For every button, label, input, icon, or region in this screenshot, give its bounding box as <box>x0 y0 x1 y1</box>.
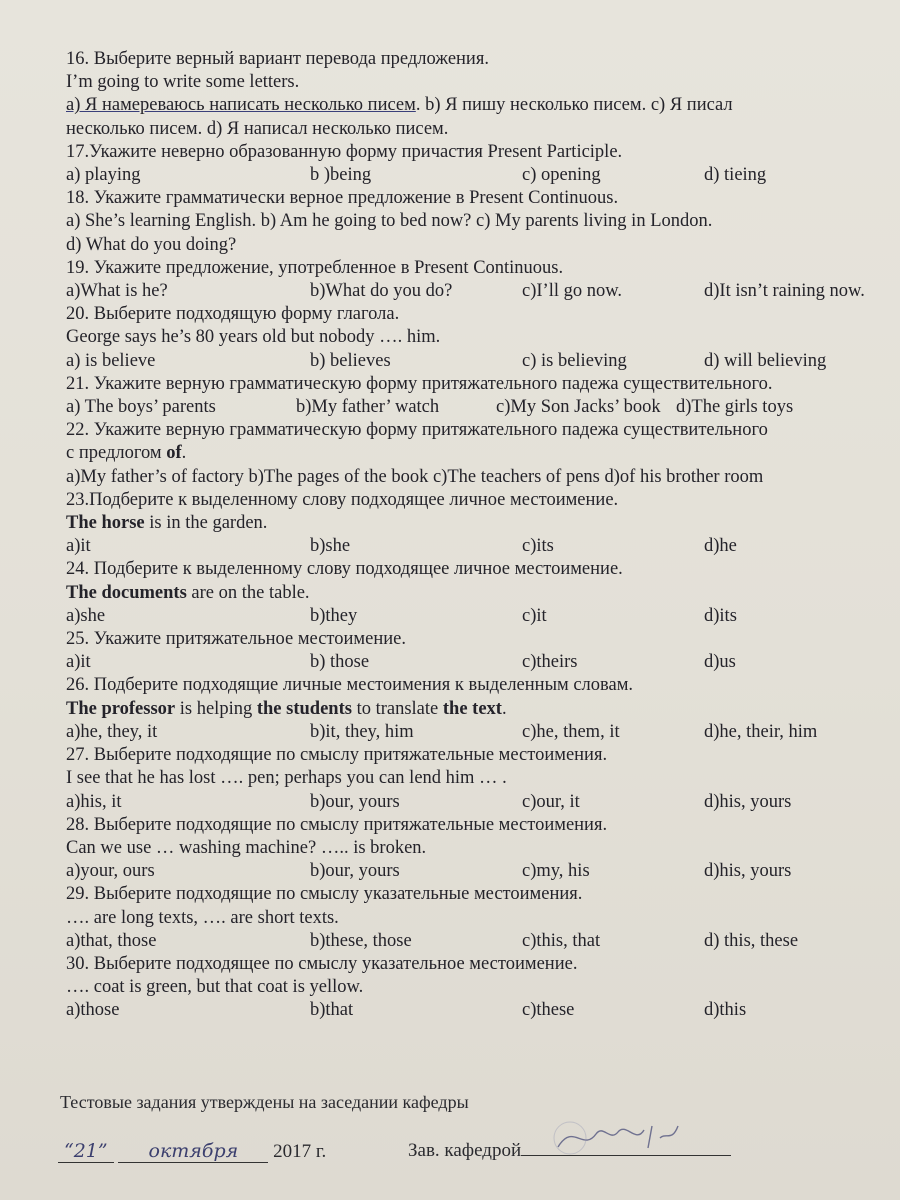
q18-title: 18. Укажите грамматически верное предложение в Present Continuous. <box>66 188 619 209</box>
q29-title: 29. Выберите подходящие по смыслу указательные местоимения. <box>66 884 583 905</box>
q22-title-line2 <box>66 442 886 465</box>
q26-option-c: c)he, them, it <box>522 721 620 742</box>
q21-option-a: a) The boys’ parents <box>66 397 216 418</box>
q20-option-c: c) is believing <box>522 350 627 371</box>
q20-option-a: a) is believe <box>66 350 156 371</box>
q22-title2: с предлогом <box>66 443 167 464</box>
q25-options <box>66 651 886 674</box>
q21-option-d: d)The girls toys <box>676 397 794 418</box>
q28-options <box>66 860 886 883</box>
q26-highlight-3: the text <box>442 698 502 719</box>
q27-option-d: d)his, yours <box>704 791 792 812</box>
q17-option-d: d) tieing <box>704 165 767 186</box>
q21-option-b: b)My father’ watch <box>296 397 440 418</box>
q29-option-c: c)this, that <box>522 930 601 951</box>
q26-highlight-2: the students <box>256 698 352 719</box>
q24-highlighted-word: The documents <box>66 582 187 603</box>
q23-sentence-rest: is in the garden. <box>144 513 268 534</box>
q17-option-a: a) playing <box>66 165 141 186</box>
q30-sentence: …. coat is green, but that coat is yellow. <box>66 977 364 998</box>
q26-end: . <box>501 698 507 719</box>
q26-option-b: b)it, they, him <box>310 721 414 742</box>
q18-options-line1: a) She’s learning English. b) Am he going to bed now? c) My parents living in London. <box>66 211 713 232</box>
date-month: октября <box>118 1140 268 1163</box>
q17-options <box>66 164 886 187</box>
q16-underlined-answer: a) Я намереваюсь написать несколько писем <box>66 95 416 116</box>
q30-title: 30. Выберите подходящее по смыслу указательное местоимение. <box>66 953 578 974</box>
q19-options <box>66 280 886 303</box>
q22-title2-bold: of <box>166 443 182 464</box>
q25-option-a: a)it <box>66 652 91 673</box>
q24-option-a: a)she <box>66 605 106 626</box>
q23-option-c: c)its <box>522 536 554 557</box>
q27-option-c: c)our, it <box>522 791 580 812</box>
q21-title: 21. Укажите верную грамматическую форму притяжательного падежа существительного. <box>66 373 773 394</box>
q23-sentence <box>66 512 886 535</box>
q20-option-b: b) believes <box>310 350 391 371</box>
q27-sentence: I see that he has lost …. pen; perhaps you can lend him … . <box>66 768 507 789</box>
date-year: 2017 г. <box>273 1141 327 1162</box>
q18-options-line2: d) What do you doing? <box>66 234 237 255</box>
q19-title: 19. Укажите предложение, употребленное в Present Continuous. <box>66 257 564 278</box>
q29-option-d: d) this, these <box>704 930 799 951</box>
q28-title: 28. Выберите подходящие по смыслу притяжательные местоимения. <box>66 814 608 835</box>
q21-option-c: c)My Son Jacks’ book <box>496 397 661 418</box>
q16-title: 16. Выберите верный вариант перевода предложения. <box>66 49 489 69</box>
q26-title: 26. Подберите подходящие личные местоимения к выделенным словам. <box>66 675 634 696</box>
q30-option-d: d)this <box>704 1000 747 1021</box>
q17-title: 17.Укажите неверно образованную форму причастия Present Participle. <box>66 141 623 162</box>
q29-sentence: …. are long texts, …. are short texts. <box>66 907 339 928</box>
q27-option-a: a)his, it <box>66 791 122 812</box>
q22-title2-end: . <box>181 443 187 464</box>
approval-date <box>58 1140 326 1163</box>
q19-option-b: b)What do you do? <box>310 281 453 302</box>
q24-option-c: c)it <box>522 605 547 626</box>
q26-option-d: d)he, their, him <box>704 721 818 742</box>
q24-option-b: b)they <box>310 605 358 626</box>
q29-option-a: a)that, those <box>66 930 157 951</box>
handwritten-signature-icon <box>548 1112 698 1162</box>
q26-sentence <box>66 698 886 721</box>
q26-mid-2: to translate <box>351 698 443 719</box>
q24-sentence-rest: are on the table. <box>186 582 310 603</box>
q30-option-b: b)that <box>310 1000 354 1021</box>
q27-option-b: b)our, yours <box>310 791 400 812</box>
q16-sentence: I’m going to write some letters. <box>66 72 300 93</box>
q22-title: 22. Укажите верную грамматическую форму притяжательного падежа существительного <box>66 420 768 441</box>
date-day: “21” <box>58 1140 114 1163</box>
q30-option-a: a)those <box>66 1000 120 1021</box>
q23-option-a: a)it <box>66 536 91 557</box>
q21-options <box>66 396 886 419</box>
q30-option-c: c)these <box>522 1000 575 1021</box>
q17-option-b: b )being <box>310 165 372 186</box>
q24-options <box>66 605 886 628</box>
q26-options <box>66 721 886 744</box>
q24-sentence <box>66 582 886 605</box>
q28-option-a: a)your, ours <box>66 861 155 882</box>
approval-note: Тестовые задания утверждены на заседании кафедры <box>60 1092 469 1112</box>
q28-option-c: c)my, his <box>522 861 590 882</box>
q25-title: 25. Укажите притяжательное местоимение. <box>66 629 406 650</box>
department-head-label: Зав. кафедрой <box>408 1140 522 1161</box>
q29-option-b: b)these, those <box>310 930 412 951</box>
date-day-value: 21 <box>73 1140 98 1162</box>
q29-options <box>66 930 886 953</box>
q19-option-c: c)I’ll go now. <box>522 281 623 302</box>
q22-options: a)My father’s of factory b)The pages of the book c)The teachers of pens d)of his brother room <box>66 466 764 487</box>
question-list <box>66 48 886 1023</box>
q16-answers-line1 <box>66 94 886 117</box>
q20-option-d: d) will believing <box>704 350 827 371</box>
q23-title: 23.Подберите к выделенному слову подходящее личное местоимение. <box>66 489 619 510</box>
q23-highlighted-word: The horse <box>66 513 145 534</box>
q16-answers-line2: несколько писем. d) Я написал несколько писем. <box>66 118 449 139</box>
q20-title: 20. Выберите подходящую форму глагола. <box>66 304 400 325</box>
q28-option-d: d)his, yours <box>704 861 792 882</box>
q25-option-b: b) those <box>310 652 370 673</box>
q24-title: 24. Подберите к выделенному слову подходящее личное местоимение. <box>66 559 623 580</box>
q30-options <box>66 999 886 1022</box>
q16-answers-rest: . b) Я пишу несколько писем. c) Я писал <box>415 95 733 116</box>
q23-option-b: b)she <box>310 536 351 557</box>
q20-options <box>66 350 886 373</box>
q23-options <box>66 535 886 558</box>
q27-options <box>66 791 886 814</box>
q28-option-b: b)our, yours <box>310 861 400 882</box>
q19-option-d: d)It isn’t raining now. <box>704 281 865 302</box>
q26-option-a: a)he, they, it <box>66 721 158 742</box>
q20-sentence: George says he’s 80 years old but nobody …. him. <box>66 327 441 348</box>
q25-option-d: d)us <box>704 652 736 673</box>
q27-title: 27. Выберите подходящие по смыслу притяжательные местоимения. <box>66 745 608 766</box>
q26-highlight-1: The professor <box>66 698 176 719</box>
q17-option-c: c) opening <box>522 165 601 186</box>
q24-option-d: d)its <box>704 605 737 626</box>
q26-mid-1: is helping <box>175 698 257 719</box>
q19-option-a: a)What is he? <box>66 281 168 302</box>
q23-option-d: d)he <box>704 536 737 557</box>
q25-option-c: c)theirs <box>522 652 578 673</box>
q28-sentence: Can we use … washing machine? ….. is broken. <box>66 837 427 858</box>
